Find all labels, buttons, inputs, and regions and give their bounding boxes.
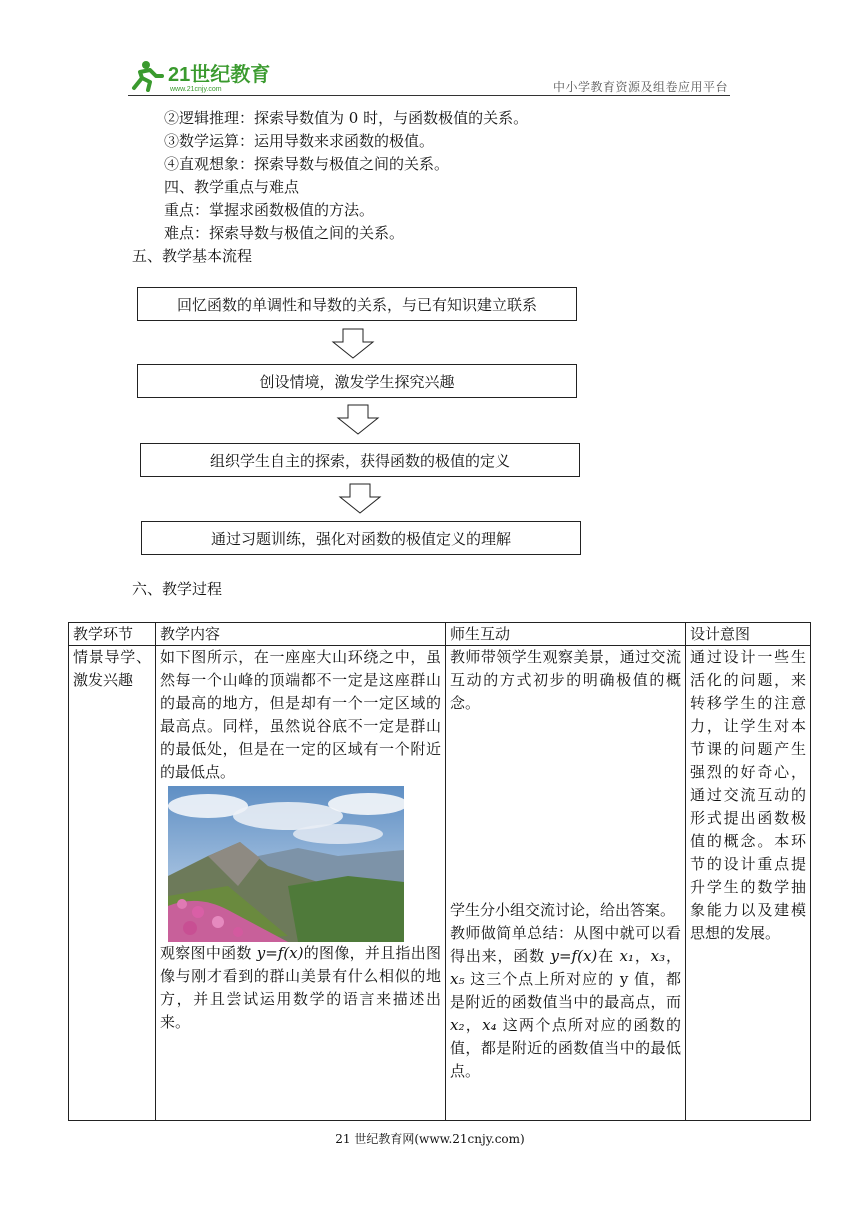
text-line: 难点：探索导数与极值之间的关系。 xyxy=(164,224,405,242)
down-arrow-icon xyxy=(338,483,382,515)
section-heading: 四、教学重点与难点 xyxy=(164,178,300,196)
content-paragraph: 观察图中函数 y=f(x)的图像，并且指出图像与刚才看到的群山美景有什么相似的地方，并且尝试运用数学的语言来描述出来。 xyxy=(160,944,441,1031)
table-header-cell: 师生互动 xyxy=(446,623,686,646)
down-arrow-icon xyxy=(331,328,375,360)
interaction-paragraph: 教师带领学生观察美景，通过交流互动的方式初步的明确极值的概念。 xyxy=(450,648,681,712)
table-row xyxy=(69,646,811,1121)
page-header xyxy=(128,58,730,100)
design-intent-cell: 通过设计一些生活化的问题，来转移学生的注意力，让学生对本节课的问题产生强烈的好奇心，通过交流互动的形式提出函数极值的概念。本环节的设计重点提升学生的数学抽象能力以及建模思想的发展。 xyxy=(690,648,806,942)
content-paragraph: 如下图所示，在一座座大山环绕之中，虽然每一个山峰的顶端都不一定是这座群山的最高的地方，但是却有一个一定区域的最高点。同样，虽然说谷底不一定是群山的最低处，但是在一定的区域有一个附近的最低点。 xyxy=(160,648,441,781)
text-line: ②逻辑推理：探索导数值为 0 时，与函数极值的关系。 xyxy=(164,109,529,127)
text-line: ④直观想象：探索导数与极值之间的关系。 xyxy=(164,155,450,173)
logo-sub: www.21cnjy.com xyxy=(170,86,222,93)
down-arrow-icon xyxy=(336,404,380,436)
process-table xyxy=(68,622,811,1121)
stage-cell: 情景导学、激发兴趣 xyxy=(73,648,151,689)
interaction-paragraph: 教师做简单总结：从图中就可以看得出来，函数 y=f(x)在 x₁，x₃，x₅ 这三个点上所对应的 y 值，都是附近的函数值当中的最高点，而 x₂，x₄ 这两个点所对应的函数的值，都是附近的函数值当中的最低点。 xyxy=(450,924,681,1080)
flow-step-3: 组织学生自主的探索，获得函数的极值的定义 xyxy=(140,443,580,477)
flow-step-4: 通过习题训练，强化对函数的极值定义的理解 xyxy=(141,521,581,555)
mountain-landscape-image xyxy=(168,786,404,942)
runner-icon xyxy=(134,61,162,90)
flow-step-1: 回忆函数的单调性和导数的关系，与已有知识建立联系 xyxy=(137,287,577,321)
section-heading: 六、教学过程 xyxy=(132,580,223,598)
flow-step-2: 创设情境，激发学生探究兴趣 xyxy=(137,364,577,398)
logo xyxy=(128,58,288,94)
table-header-cell: 设计意图 xyxy=(686,623,811,646)
logo-text: 21世纪教育 xyxy=(168,64,271,86)
interaction-paragraph: 学生分小组交流讨论，给出答案。 xyxy=(450,901,676,919)
section-heading: 五、教学基本流程 xyxy=(132,247,253,265)
table-header-cell: 教学内容 xyxy=(156,623,446,646)
text-line: 重点：掌握求函数极值的方法。 xyxy=(164,201,375,219)
text-line: ③数学运算：运用导数来求函数的极值。 xyxy=(164,132,435,150)
page-footer: 21 世纪教育网(www.21cnjy.com) xyxy=(335,1132,525,1146)
table-header-cell: 教学环节 xyxy=(69,623,156,646)
table-header-row xyxy=(69,623,811,646)
function-notation: y=f(x) xyxy=(256,944,304,962)
header-platform-text: 中小学教育资源及组卷应用平台 xyxy=(552,80,728,94)
header-divider xyxy=(128,95,730,96)
